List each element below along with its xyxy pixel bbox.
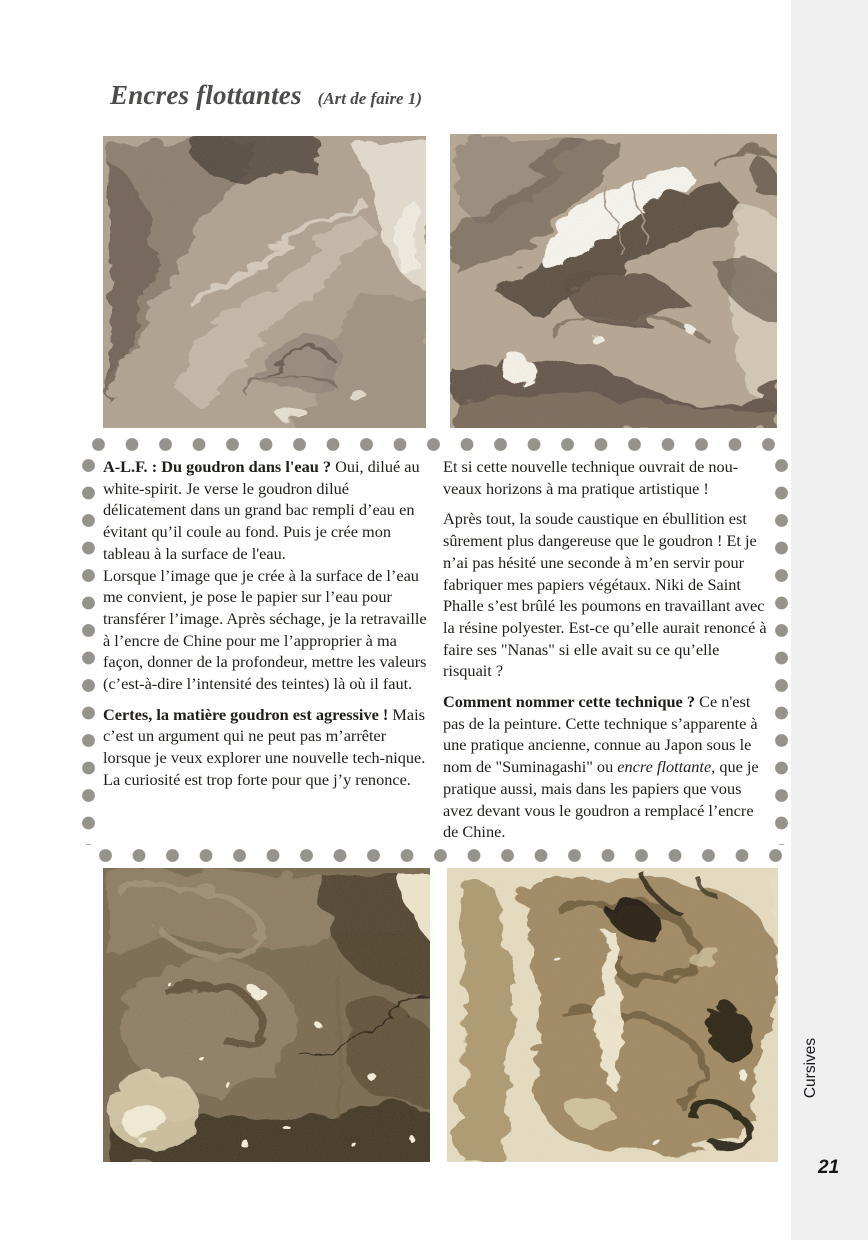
text-run: Mais c’est un argument qui ne peut pas m’arrêter lorsque je veux explorer une nouvelle tech-nique. La curiosité est trop forte pour que j’y renonce. xyxy=(103,704,426,789)
marbled-artwork-top-right-svg xyxy=(450,134,777,428)
marbled-artwork-bottom-right xyxy=(447,868,778,1162)
title-text: Encres flottantes xyxy=(110,80,302,110)
page-number: 21 xyxy=(818,1157,840,1178)
paragraph xyxy=(443,508,771,682)
paragraph xyxy=(103,704,433,791)
dotted-border-left xyxy=(82,459,95,845)
text-run: Ce n'est pas de la peinture. Cette technique s’apparente à une pratique ancienne, connue au Japon sous le nom de "Suminagashi" ou xyxy=(443,692,758,777)
marbled-artwork-top-left-svg xyxy=(103,136,426,428)
text-run: Certes, la matière goudron est agressive ! xyxy=(103,704,389,724)
article-right-column xyxy=(443,456,771,843)
title-subtext: (Art de faire 1) xyxy=(317,89,423,108)
paragraph xyxy=(103,456,433,565)
text-run: Comment nommer cette technique ? xyxy=(443,692,700,712)
marbled-artwork-bottom-left xyxy=(103,868,430,1162)
text-run: que je pratique aussi, mais dans les papiers que vous avez devant vous le goudron a remplacé l’encre de Chine. xyxy=(443,757,759,842)
section-vertical-label: Cursives xyxy=(802,1037,819,1099)
article-left-column xyxy=(103,456,433,791)
marbled-artwork-top-left xyxy=(103,136,426,428)
marbled-artwork-bottom-left-svg xyxy=(103,868,430,1162)
dotted-border-right xyxy=(775,459,788,845)
text-run: Et si cette nouvelle technique ouvrait de nou-veaux horizons à ma pratique artistique ! xyxy=(443,457,739,498)
text-run: Oui, dilué au white-spirit. Je verse le goudron dilué délicatement dans un grand bac rempli d’eau en évitant qu’il coule au fond. Puis je crée mon tableau à la surface de l'eau. xyxy=(103,457,420,563)
paragraph xyxy=(443,691,771,843)
marbled-artwork-top-right xyxy=(450,134,777,428)
text-run: Lorsque l’image que je crée à la surface de l’eau me convient, je pose le papier sur l’eau pour transférer l’image. Après séchage, je la retravaille à l’encre de Chine pour me l’approprier à ma façon, donner de la profondeur, mettre les valeurs (c’est-à-dire l’intensité des teintes) là où il faut. xyxy=(103,565,427,694)
paragraph xyxy=(443,456,771,499)
paragraph xyxy=(103,565,433,695)
page-title xyxy=(110,80,422,111)
text-run: A-L.F. : Du goudron dans l'eau ? xyxy=(103,457,336,476)
dotted-border-top xyxy=(92,438,784,451)
marbled-artwork-bottom-right-svg xyxy=(447,868,778,1162)
text-run: Après tout, la soude caustique en ébullition est sûrement plus dangereuse que le goudron ! Et je n’ai pas hésité une seconde à m’en servir pour fabriquer mes papiers végétaux. Niki de Saint Phalle s’est brûlé les poumons en travaillant avec la résine polyester. Est-ce qu’elle aurait renoncé à faire ses "Nanas" si elle avait su ce qu’elle risquait ? xyxy=(443,509,767,681)
text-run: encre flottante, xyxy=(617,757,716,777)
dotted-border-bottom xyxy=(99,849,783,862)
